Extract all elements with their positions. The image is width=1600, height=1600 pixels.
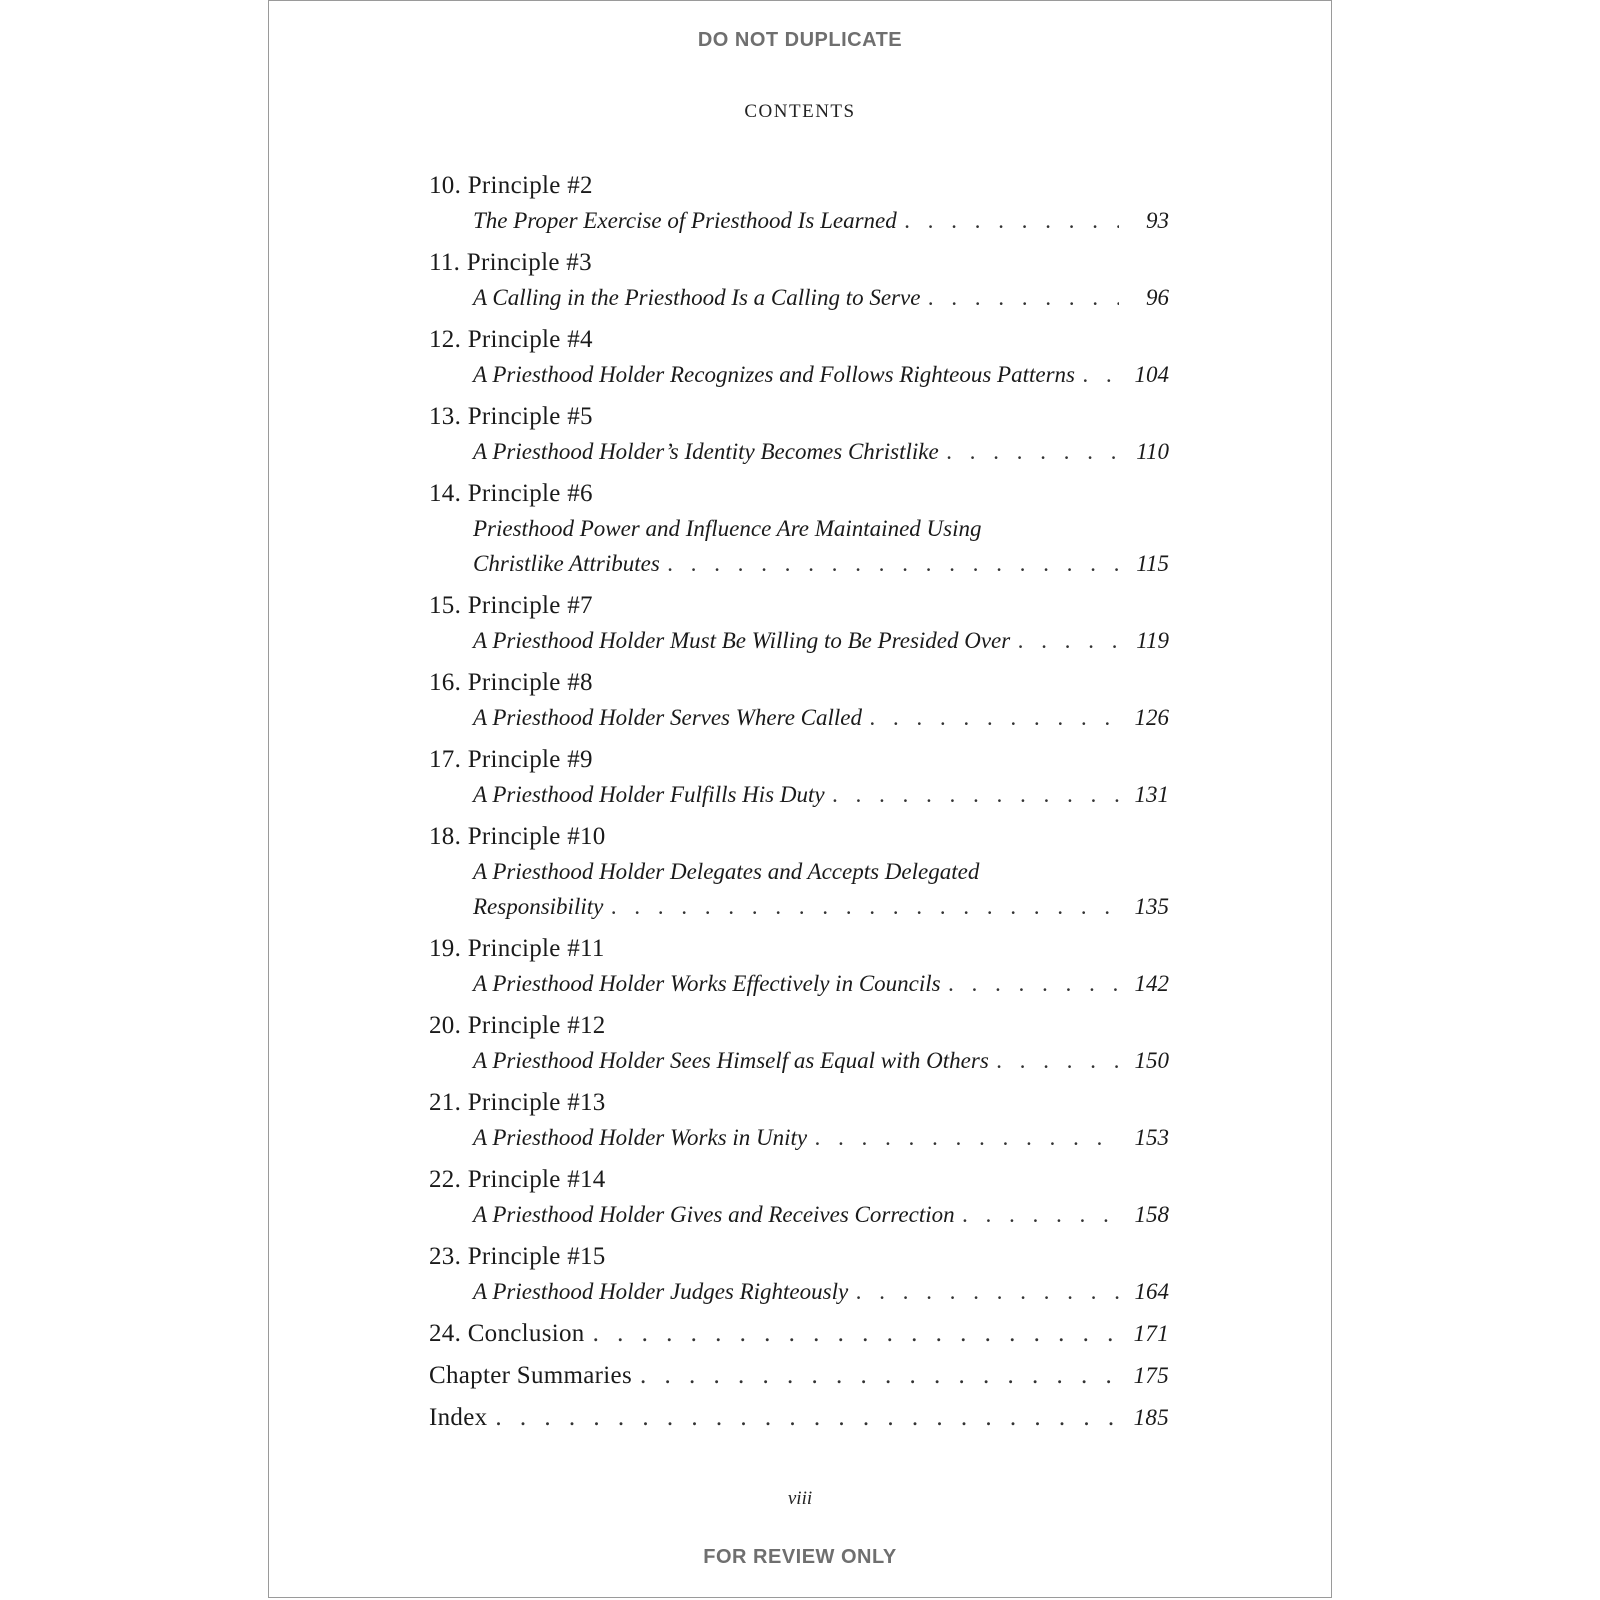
chapter-title: 24. Conclusion [429, 1320, 585, 1347]
subtitle-leader-row [473, 623, 1169, 658]
toc-entry [429, 1086, 1169, 1155]
subtitle-leader-row [473, 1197, 1169, 1232]
chapter-subtitle [429, 700, 1169, 735]
subtitle-text: Responsibility [473, 894, 604, 919]
dot-leader [963, 1197, 1119, 1232]
dot-leader [495, 1401, 1119, 1435]
page-title: CONTENTS [744, 101, 856, 122]
chapter-title: 17. Principle #9 [429, 746, 593, 773]
page-ref: 153 [1134, 1125, 1169, 1150]
toc-entry [429, 400, 1169, 469]
subtitle-leader-row [473, 280, 1169, 315]
toc-entry [429, 589, 1169, 658]
chapter-title: Chapter Summaries [429, 1362, 632, 1389]
page-ref: 104 [1134, 362, 1169, 387]
subtitle-text: A Calling in the Priesthood Is a Calling to Serve [473, 285, 921, 310]
dot-leader [1018, 623, 1119, 658]
subtitle-leader-row [473, 700, 1169, 735]
subtitle-text: A Priesthood Holder Judges Righteously [473, 1279, 849, 1304]
dot-leader [1083, 357, 1119, 392]
subtitle-leader-row [473, 434, 1169, 469]
page-ref: 142 [1134, 971, 1169, 996]
toc-entry [429, 169, 1169, 238]
chapter-title: 14. Principle #6 [429, 480, 593, 507]
chapter-title: 15. Principle #7 [429, 592, 593, 619]
subtitle-leader-row [473, 777, 1169, 812]
subtitle-line: Priesthood Power and Influence Are Maintained Using [473, 516, 982, 541]
subtitle-text: A Priesthood Holder Works in Unity [473, 1125, 808, 1150]
chapter-title: 20. Principle #12 [429, 1012, 606, 1039]
toc-entry [429, 323, 1169, 392]
chapter-subtitle [429, 357, 1169, 392]
subtitle-text: A Priesthood Holder Gives and Receives Correction [473, 1202, 955, 1227]
subtitle-text: The Proper Exercise of Priesthood Is Learned [473, 208, 897, 233]
toc-entry-flat [429, 1317, 1169, 1351]
chapter-title: 21. Principle #13 [429, 1089, 606, 1116]
chapter-subtitle [429, 623, 1169, 658]
chapter-subtitle [429, 434, 1169, 469]
chapter-title: 18. Principle #10 [429, 823, 606, 850]
page-ref: 171 [1133, 1321, 1169, 1346]
table-of-contents [429, 169, 1169, 1443]
chapter-subtitle [429, 854, 1169, 924]
dot-leader [870, 700, 1119, 735]
page-number: viii [787, 1488, 813, 1509]
dot-leader [833, 777, 1119, 812]
chapter-title: 16. Principle #8 [429, 669, 593, 696]
toc-entry [429, 1163, 1169, 1232]
watermark-top: DO NOT DUPLICATE [697, 29, 903, 51]
toc-entry [429, 932, 1169, 1001]
page-ref: 110 [1136, 439, 1169, 464]
chapter-title: 13. Principle #5 [429, 403, 593, 430]
dot-leader [611, 889, 1119, 924]
toc-entry-flat [429, 1359, 1169, 1393]
chapter-title: Index [429, 1404, 488, 1431]
chapter-title: 19. Principle #11 [429, 935, 605, 962]
page-ref: 158 [1134, 1202, 1169, 1227]
toc-entry [429, 820, 1169, 924]
toc-entry [429, 1240, 1169, 1309]
subtitle-leader-row [473, 1043, 1169, 1078]
chapter-subtitle [429, 1274, 1169, 1309]
dot-leader [815, 1120, 1119, 1155]
toc-entry [429, 666, 1169, 735]
book-page [268, 0, 1332, 1598]
toc-entry [429, 743, 1169, 812]
page-ref: 115 [1136, 551, 1169, 576]
chapter-subtitle [429, 1197, 1169, 1232]
page-ref: 185 [1133, 1405, 1169, 1430]
dot-leader [905, 203, 1119, 238]
subtitle-text: A Priesthood Holder Sees Himself as Equal with Others [473, 1048, 989, 1073]
subtitle-leader-row [473, 1120, 1169, 1155]
chapter-subtitle [429, 1043, 1169, 1078]
subtitle-leader-row [473, 357, 1169, 392]
dot-leader [928, 280, 1119, 315]
page-ref: 126 [1134, 705, 1169, 730]
toc-entry-flat [429, 1401, 1169, 1435]
chapter-title: 23. Principle #15 [429, 1243, 606, 1270]
dot-leader [947, 434, 1119, 469]
dot-leader [997, 1043, 1119, 1078]
chapter-subtitle [429, 203, 1169, 238]
chapter-subtitle [429, 777, 1169, 812]
page-ref: 96 [1146, 285, 1169, 310]
chapter-subtitle [429, 1120, 1169, 1155]
subtitle-text: A Priesthood Holder Serves Where Called [473, 705, 863, 730]
dot-leader [949, 966, 1119, 1001]
chapter-title: 11. Principle #3 [429, 249, 592, 276]
subtitle-text: A Priesthood Holder’s Identity Becomes Christlike [473, 439, 939, 464]
chapter-subtitle [429, 966, 1169, 1001]
toc-entry [429, 246, 1169, 315]
page-ref: 175 [1133, 1363, 1169, 1388]
page-ref: 93 [1146, 208, 1169, 233]
subtitle-leader-row [473, 966, 1169, 1001]
page-ref: 119 [1136, 628, 1169, 653]
chapter-subtitle [429, 280, 1169, 315]
subtitle-line: A Priesthood Holder Delegates and Accepts Delegated [473, 859, 980, 884]
subtitle-text: A Priesthood Holder Must Be Willing to Be Presided Over [473, 628, 1011, 653]
subtitle-text: Christlike Attributes [473, 551, 660, 576]
subtitle-leader-row [473, 889, 1169, 924]
subtitle-text: A Priesthood Holder Works Effectively in Councils [473, 971, 941, 996]
dot-leader [593, 1317, 1119, 1351]
subtitle-text: A Priesthood Holder Recognizes and Follows Righteous Patterns [473, 362, 1075, 387]
toc-entry [429, 477, 1169, 581]
subtitle-leader-row [473, 1274, 1169, 1309]
toc-entry [429, 1009, 1169, 1078]
chapter-title: 10. Principle #2 [429, 172, 593, 199]
dot-leader [668, 546, 1119, 581]
subtitle-text: A Priesthood Holder Fulfills His Duty [473, 782, 825, 807]
chapter-subtitle [429, 511, 1169, 581]
subtitle-leader-row [473, 546, 1169, 581]
dot-leader [856, 1274, 1119, 1309]
chapter-title: 12. Principle #4 [429, 326, 593, 353]
page-ref: 131 [1134, 782, 1169, 807]
page-ref: 164 [1134, 1279, 1169, 1304]
chapter-title: 22. Principle #14 [429, 1166, 606, 1193]
watermark-bottom: FOR REVIEW ONLY [703, 1546, 897, 1568]
subtitle-leader-row [473, 203, 1169, 238]
page-ref: 135 [1134, 894, 1169, 919]
page-ref: 150 [1134, 1048, 1169, 1073]
dot-leader [640, 1359, 1119, 1393]
